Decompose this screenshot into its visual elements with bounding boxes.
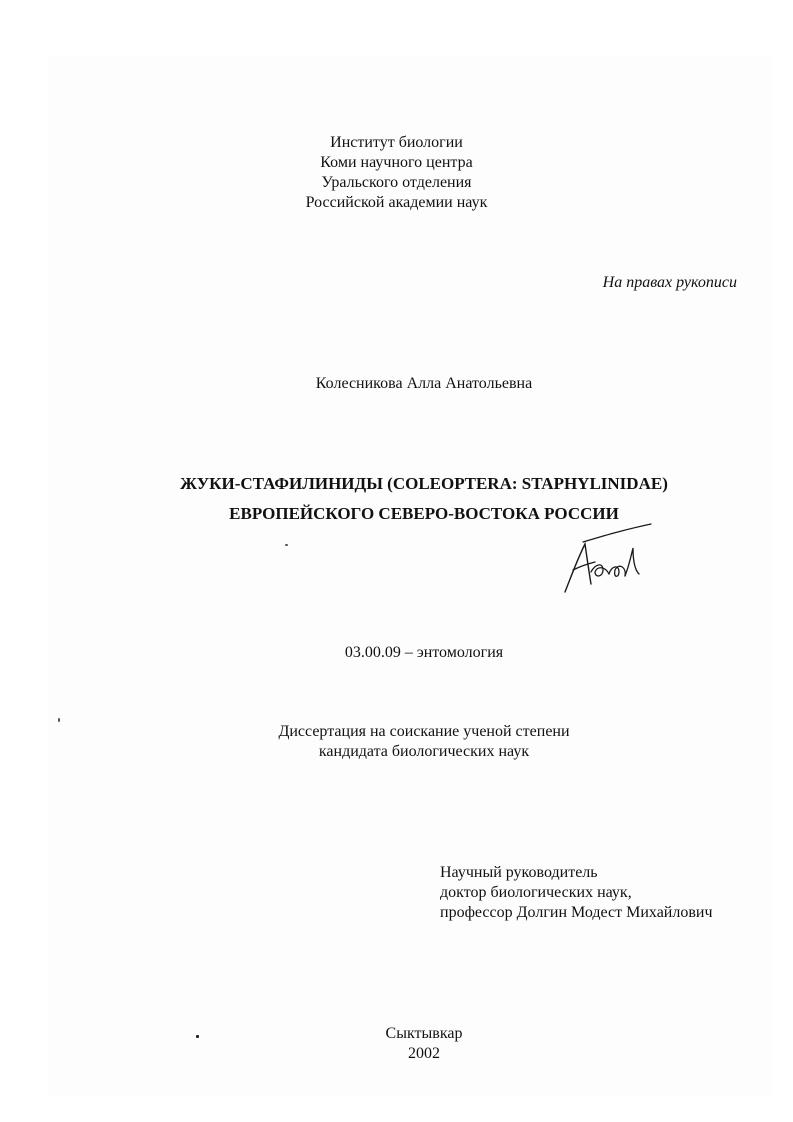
scan-speck [285, 544, 288, 546]
supervisor-block [440, 863, 713, 923]
manuscript-note: На правах рукописи [602, 274, 737, 291]
dissertation-line-2: кандидата биологических наук [318, 743, 530, 760]
title-line-1: ЖУКИ-СТАФИЛИНИДЫ (COLEOPTERA: STAPHYLINIDAE) [180, 474, 668, 493]
scan-speck [196, 1035, 199, 1038]
dissertation-line-1: Диссертация на соискание ученой степени [278, 723, 570, 740]
institute-line-4: Российской академии наук [305, 194, 488, 211]
scan-speck [58, 718, 60, 722]
institute-line-1: Институт биологии [330, 134, 463, 151]
supervisor-line-1: Научный руководитель [440, 864, 598, 881]
city-name: Сыктывкар [385, 1025, 463, 1042]
place-year-block [0, 1024, 793, 1064]
dissertation-block [0, 722, 793, 762]
institute-line-3: Уральского отделения [321, 174, 472, 191]
institute-line-2: Коми научного центра [320, 154, 473, 171]
author-name: Колесникова Алла Анатольевна [315, 375, 533, 392]
title-line-2: ЕВРОПЕЙСКОГО СЕВЕРО-ВОСТОКА РОССИИ [229, 504, 619, 523]
supervisor-line-2: доктор биологических наук, [440, 884, 632, 901]
signature [563, 522, 658, 602]
supervisor-line-3: профессор Долгин Модест Михайлович [440, 904, 713, 921]
year: 2002 [408, 1045, 440, 1062]
institute-block [0, 133, 793, 213]
specialty-code: 03.00.09 – энтомология [344, 644, 504, 661]
